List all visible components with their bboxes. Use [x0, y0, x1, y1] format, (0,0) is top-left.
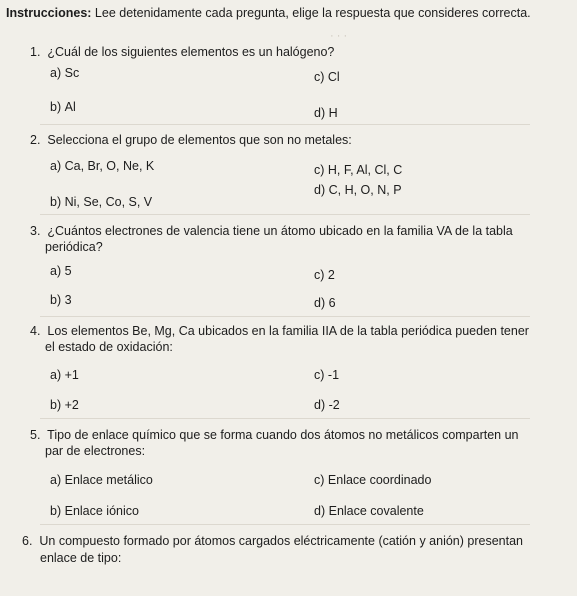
- option-3d[interactable]: [314, 296, 336, 311]
- option-1b[interactable]: [50, 100, 76, 115]
- question-6: [22, 534, 523, 549]
- question-text-line2: el estado de oxidación:: [45, 340, 173, 354]
- option-text: Enlace iónico: [64, 504, 139, 518]
- option-letter: c): [314, 368, 325, 382]
- question-number: 3.: [30, 224, 41, 238]
- option-1a[interactable]: [50, 66, 79, 81]
- option-text: +2: [64, 398, 79, 412]
- option-text: 6: [328, 296, 336, 310]
- option-3c[interactable]: [314, 268, 335, 283]
- instructions-text: Lee detenidamente cada pregunta, elige la respuesta que consideres correcta.: [94, 6, 531, 20]
- question-text-line2: enlace de tipo:: [40, 551, 122, 565]
- option-text: Cl: [327, 70, 340, 84]
- question-5: [30, 428, 519, 443]
- question-1: [30, 45, 334, 60]
- divider: [40, 316, 530, 317]
- option-letter: d): [314, 183, 326, 197]
- option-letter: d): [314, 296, 326, 310]
- question-5-line2: [45, 444, 145, 459]
- option-2c[interactable]: [314, 163, 402, 178]
- option-3b[interactable]: [50, 293, 72, 308]
- option-2b[interactable]: [50, 195, 152, 210]
- option-text: Sc: [64, 66, 80, 80]
- option-text: C, H, O, N, P: [328, 183, 402, 197]
- option-4c[interactable]: [314, 368, 339, 383]
- option-text: +1: [64, 368, 79, 382]
- option-1d[interactable]: [314, 106, 338, 121]
- question-text-line1: Tipo de enlace químico que se forma cuando dos átomos no metálicos comparten un: [47, 428, 519, 442]
- option-text: Enlace coordinado: [327, 473, 432, 487]
- question-2: [30, 133, 352, 148]
- option-text: Ni, Se, Co, S, V: [64, 195, 153, 209]
- option-text: Enlace covalente: [328, 504, 424, 518]
- question-4-line2: [45, 340, 173, 355]
- option-5d[interactable]: [314, 504, 424, 519]
- option-letter: c): [314, 70, 325, 84]
- instructions: [6, 6, 566, 20]
- option-4a[interactable]: [50, 368, 79, 383]
- question-text-line1: ¿Cuántos electrones de valencia tiene un átomo ubicado en la familia VA de la tabla: [47, 224, 513, 238]
- option-letter: d): [314, 504, 326, 518]
- option-2a[interactable]: [50, 159, 154, 174]
- option-letter: b): [50, 100, 62, 114]
- question-number: 4.: [30, 324, 41, 338]
- option-text: Al: [64, 100, 76, 114]
- option-3a[interactable]: [50, 264, 72, 279]
- question-3: [30, 224, 513, 239]
- question-3-line2: [45, 240, 103, 255]
- option-text: -1: [327, 368, 340, 382]
- option-text: H: [328, 106, 338, 120]
- option-text: 2: [327, 268, 335, 282]
- question-number: 6.: [22, 534, 33, 548]
- option-letter: a): [50, 159, 62, 173]
- question-number: 2.: [30, 133, 41, 147]
- option-letter: c): [314, 473, 325, 487]
- divider: [40, 214, 530, 215]
- option-5c[interactable]: [314, 473, 431, 488]
- divider: [40, 124, 530, 125]
- option-letter: a): [50, 368, 62, 382]
- option-letter: a): [50, 264, 62, 278]
- option-letter: b): [50, 195, 62, 209]
- option-letter: b): [50, 398, 62, 412]
- option-2d[interactable]: [314, 183, 402, 198]
- option-4d[interactable]: [314, 398, 340, 413]
- option-letter: d): [314, 398, 326, 412]
- option-letter: a): [50, 473, 62, 487]
- divider: [40, 418, 530, 419]
- option-text: 3: [64, 293, 72, 307]
- bleed-through-marks: · · ·: [330, 30, 348, 42]
- question-text-line1: Un compuesto formado por átomos cargados eléctricamente (catión y anión) presentan: [39, 534, 523, 548]
- option-letter: b): [50, 293, 62, 307]
- option-4b[interactable]: [50, 398, 79, 413]
- option-letter: a): [50, 66, 62, 80]
- option-text: Ca, Br, O, Ne, K: [64, 159, 155, 173]
- option-1c[interactable]: [314, 70, 340, 85]
- option-text: 5: [64, 264, 72, 278]
- question-text: Selecciona el grupo de elementos que son no metales:: [47, 133, 352, 147]
- question-number: 5.: [30, 428, 41, 442]
- option-text: Enlace metálico: [64, 473, 153, 487]
- question-4: [30, 324, 529, 339]
- instructions-label: Instrucciones:: [6, 6, 92, 20]
- question-number: 1.: [30, 45, 41, 59]
- option-letter: c): [314, 163, 325, 177]
- divider: [40, 524, 530, 525]
- option-5a[interactable]: [50, 473, 153, 488]
- question-text-line2: par de electrones:: [45, 444, 146, 458]
- question-text-line2: periódica?: [45, 240, 103, 254]
- option-letter: d): [314, 106, 326, 120]
- question-text-line1: Los elementos Be, Mg, Ca ubicados en la familia IIA de la tabla periódica pueden tener: [47, 324, 529, 338]
- option-text: -2: [328, 398, 340, 412]
- question-6-line2: [40, 551, 121, 566]
- option-letter: c): [314, 268, 325, 282]
- question-text: ¿Cuál de los siguientes elementos es un halógeno?: [47, 45, 335, 59]
- option-5b[interactable]: [50, 504, 139, 519]
- option-letter: b): [50, 504, 62, 518]
- option-text: H, F, Al, Cl, C: [327, 163, 403, 177]
